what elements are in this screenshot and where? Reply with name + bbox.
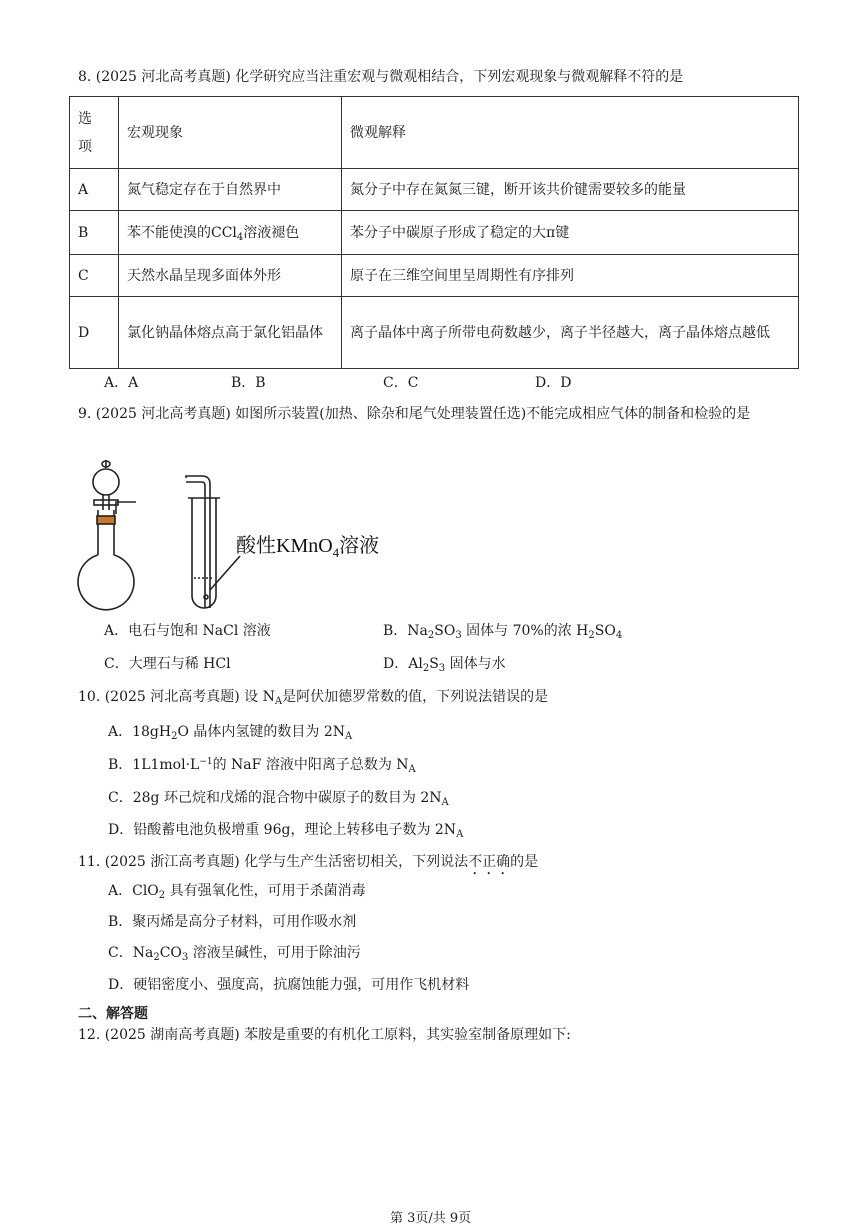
- row-macro: 氯化钠晶体熔点高于氯化铝晶体: [119, 297, 342, 369]
- choice-a[interactable]: A．A: [104, 375, 139, 391]
- choice-b[interactable]: B．B: [231, 375, 266, 391]
- q9-choice-a[interactable]: A．电石与饱和 NaCl 溶液: [104, 623, 271, 639]
- row-macro: 氮气稳定存在于自然界中: [119, 169, 342, 211]
- row-macro: 苯不能使溴的CCl$_4$溶液褪色: [119, 211, 342, 255]
- q9-choice-b[interactable]: B．$Na_2SO_3$ 固体与 70%的浓 $H_2SO_4$: [383, 623, 623, 641]
- q11-choice-a[interactable]: A．ClO$_2$ 具有强氧化性，可用于杀菌消毒: [108, 883, 366, 901]
- q11-stem: 11. (2025 浙江高考真题) 化学与生产生活密切相关，下列说法不正确的是: [78, 854, 539, 870]
- reagent-label: 酸性KMnO$_4$溶液: [236, 535, 380, 560]
- q10-stem: 10. (2025 河北高考真题) 设 $N_A$是阿伏加德罗常数的值，下列说法错误的是: [78, 689, 549, 707]
- header-micro: 微观解释: [342, 97, 799, 169]
- outlet-tube-icon: [116, 502, 136, 514]
- row-macro: 天然水晶呈现多面体外形: [119, 255, 342, 297]
- page-footer: 第 3页/共 9页: [390, 1211, 472, 1226]
- table-row: [70, 255, 799, 297]
- section-heading: 二、解答题: [78, 1006, 148, 1022]
- row-micro: 原子在三维空间里呈周期性有序排列: [342, 255, 799, 297]
- q9-choice-d[interactable]: D．$Al_2S_3$ 固体与水: [383, 656, 506, 674]
- separatory-funnel-icon: [93, 460, 119, 510]
- round-flask-icon: [78, 510, 134, 610]
- row-micro: 氮分子中存在氮氮三键，断开该共价键需要较多的能量: [342, 169, 799, 211]
- q10-choice-c[interactable]: C．28g 环己烷和戊烯的混合物中碳原子的数目为 $2N_A$: [108, 790, 449, 808]
- q9-stem: 9. (2025 河北高考真题) 如图所示装置(加热、除杂和尾气处理装置任选)不能完成相应气体的制备和检验的是: [78, 406, 751, 422]
- row-option: C: [70, 255, 119, 297]
- test-tube-icon: [186, 476, 240, 608]
- emphasis-not-correct: 不正确: [468, 854, 511, 870]
- q11-choice-c[interactable]: C．$Na_2CO_3$ 溶液呈碱性，可用于除油污: [108, 945, 361, 963]
- table-row: [70, 169, 799, 211]
- row-option: A: [70, 169, 119, 211]
- q10-choice-b[interactable]: B．$1L1mol\cdot L^{-1}$的 NaF 溶液中阳离子总数为 $N_A$: [108, 757, 416, 775]
- table-header-row: [70, 97, 799, 169]
- q10-choice-d[interactable]: D．铅酸蓄电池负极增重 96g，理论上转移电子数为 $2N_A$: [108, 822, 464, 840]
- row-micro: 苯分子中碳原子形成了稳定的大π键: [342, 211, 799, 255]
- row-option: D: [70, 297, 119, 369]
- q12-stem: 12. (2025 湖南高考真题) 苯胺是重要的有机化工原料，其实验室制备原理如下:: [78, 1027, 571, 1043]
- q11-choice-b[interactable]: B．聚丙烯是高分子材料，可用作吸水剂: [108, 914, 357, 930]
- choice-d[interactable]: D．D: [535, 375, 572, 391]
- q9-choice-c[interactable]: C．大理石与稀 HCl: [104, 656, 231, 672]
- apparatus-diagram: [76, 458, 396, 613]
- row-micro: 离子晶体中离子所带电荷数越少，离子半径越大，离子晶体熔点越低: [342, 297, 799, 369]
- choice-c[interactable]: C．C: [383, 375, 419, 391]
- table-row: [70, 211, 799, 255]
- q8-stem: 8. (2025 河北高考真题) 化学研究应当注重宏观与微观相结合，下列宏观现象与微观解释不符的是: [78, 69, 684, 85]
- table-row: [70, 297, 799, 369]
- header-option: 选项: [70, 97, 119, 169]
- q11-choice-d[interactable]: D．硬铝密度小、强度高，抗腐蚀能力强，可用作飞机材料: [108, 977, 470, 993]
- header-macro: 宏观现象: [119, 97, 342, 169]
- q10-choice-a[interactable]: A．$18gH_2O$ 晶体内氢键的数目为 $2N_A$: [108, 724, 353, 742]
- q8-table: [69, 96, 799, 369]
- row-option: B: [70, 211, 119, 255]
